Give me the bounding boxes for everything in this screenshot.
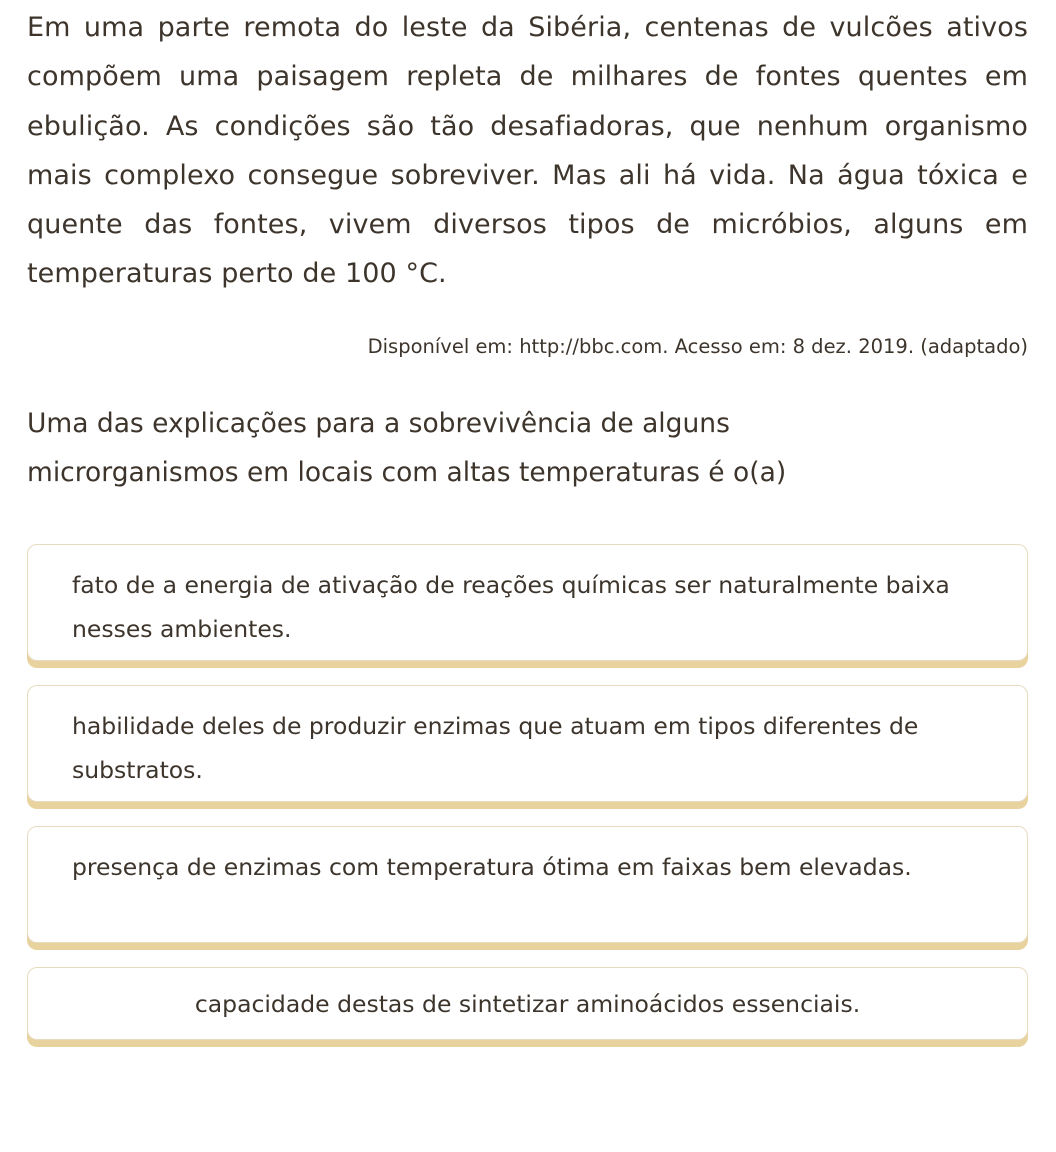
answer-option-1-text: fato de a energia de ativação de reações químicas ser naturalmente baixa nesses ambientes. <box>72 571 950 643</box>
answer-options <box>27 544 1028 1064</box>
answer-option-4[interactable] <box>27 967 1028 1040</box>
answer-option-1[interactable] <box>27 544 1028 661</box>
question-prompt: Uma das explicações para a sobrevivência de alguns microrganismos em locais com altas temperaturas é o(a) <box>27 407 787 488</box>
answer-option-3[interactable] <box>27 826 1028 943</box>
answer-option-3-text: presença de enzimas com temperatura ótima em faixas bem elevadas. <box>72 853 912 881</box>
answer-option-2-text: habilidade deles de produzir enzimas que atuam em tipos diferentes de substratos. <box>72 712 919 784</box>
passage-text: Em uma parte remota do leste da Sibéria, centenas de vulcões ativos compõem uma paisagem repleta de milhares de fontes quentes em ebulição. As condições são tão desafiadoras, que nenhum organismo mais complexo consegue sobreviver. Mas ali há vida. Na água tóxica e quente das fontes, vivem diversos tipos de micróbios, alguns em temperaturas perto de 100 °C. <box>27 12 1028 290</box>
question-content <box>27 0 1028 497</box>
answer-option-2[interactable] <box>27 685 1028 802</box>
answer-option-4-text: capacidade destas de sintetizar aminoácidos essenciais. <box>194 989 861 1018</box>
source-citation: Disponível em: http://bbc.com. Acesso em: 8 dez. 2019. (adaptado) <box>367 334 1028 358</box>
